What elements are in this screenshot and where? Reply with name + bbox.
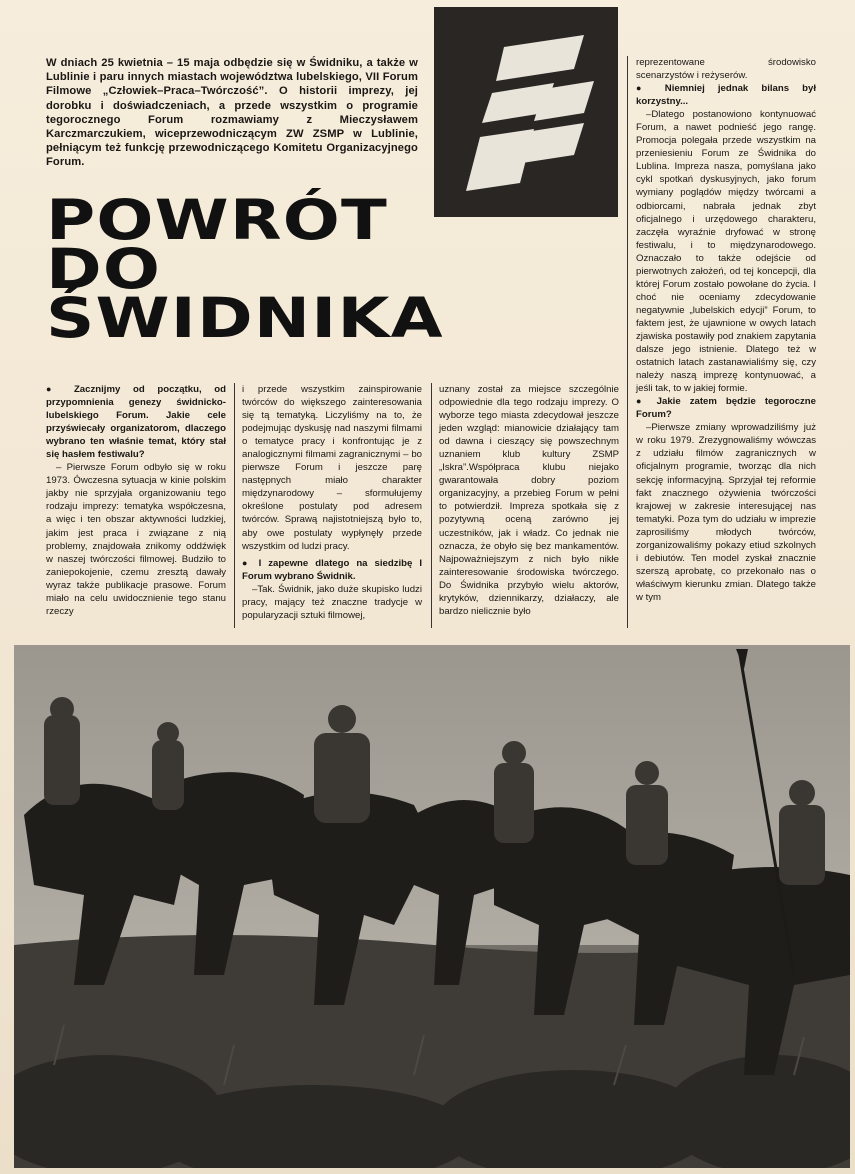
answer-3: –Dlatego postanowiono kontynuować Forum, a nawet podnieść jego rangę. Promocja polegała przede wszystkim na przeniesieniu Forum ze Świdnika do Lublina. Impreza nasza, pomyślana jako cykl spotkań dyskusyjnych, jako forum wymiany poglądów między twórcami a odbiorcami, nabrała jednak zbyt oficjalnego i urzędowego charakteru, zaczęła wyraźnie dryfować w stronę festiwalu, i to międzynarodowego. Oznaczało to także odejście od pierwotnych założeń, od tej koncepcji, dla której Forum zostało powołane do życia. I choć nie oceniamy zdecydowanie negatywnie „lubelskich edycji” Forum, to faktem jest, że ujawnione w owych latach zjawiska postawiły pod znakiem zapytania dalsze jego istnienie. Dlatego też w ostatnich latach zastanawialiśmy się, czy należy naszą imprezę kontynuować, a jeśli tak, to w jakiej formie.	[636, 109, 816, 395]
title-line-2: DO	[46, 237, 162, 301]
answer-1: – Pierwsze Forum odbyło się w roku 1973. Ówczesna sytuacja w kinie polskim jakby nie sprzyjała organizowaniu tego rodzaju imprezy: tematyka współczesna, a więc i ten obszar aktywności ludzkiej, jakim jest praca i związane z nią problemy, znajdowała znikomy oddźwięk w naszej twórczości filmowej. Budziło to zaniepokojenie, czemu zresztą dawały wyraz także publikacje prasowe. Forum miało na celu uwidocznienie tego stanu rzeczy	[46, 462, 226, 617]
cavalry-photo	[14, 645, 850, 1168]
text-column-4	[636, 56, 816, 604]
question-2: ● I zapewne dlatego na siedzibę I Forum wybrano Świdnik.	[242, 557, 422, 583]
title-line-1: POWRÓT	[46, 188, 389, 252]
lead-paragraph: W dniach 25 kwietnia – 15 maja odbędzie się w Świdniku, a także w Lublinie i paru innych miastach województwa lubelskiego, VII Forum Filmowe „Człowiek–Praca–Twórczość”. O historii imprezy, jej dorobku i doświadczeniach, a przede wszystkim o programie tegorocznego Forum rozmawiamy z Mieczysławem Karczmarczukiem, wiceprzewodniczącym ZW ZSMP w Lublinie, pełniącym też funkcję przewodniczącego Komitetu Organizacyjnego Forum.	[46, 57, 418, 169]
column-divider	[431, 383, 432, 628]
forum-logo	[434, 7, 618, 217]
answer-2-continued: uznany został za miejsce szczególnie odpowiednie dla tego rodzaju imprezy. O wyborze tego miasta zdecydował jeszcze jeden wzgląd: mianowicie działający tam od dawna i cieszący się powszechnym uznaniem klub kultury ZSMP „Iskra”.Współpraca klubu niejako gwarantowała dobry poziom organizacyjny, a przebieg Forum w pełni to potwierdził. Impreza spotkała się z pozytywną oceną zarówno jej uczestników, jak i władz. Co jednak nie oznacza, że obyło się bez mankamentów. Najpoważniejszym z nich było nikłe zainteresowanie środowiska twórczego. Do Świdnika przybyło wielu aktorów, krytyków, dziennikarzy, działaczy, ale bardzo nielicznie było	[439, 384, 619, 617]
answer-2-end: reprezentowane środowisko scenarzystów i reżyserów.	[636, 57, 816, 82]
text-column-3	[439, 383, 619, 618]
answer-2: –Tak. Świdnik, jako duże skupisko ludzi pracy, mający też znaczne tradycje w popularyzacji sztuki filmowej,	[242, 583, 422, 621]
text-column-2	[242, 383, 422, 622]
question-4: ● Jakie zatem będzie tegoroczne Forum?	[636, 395, 816, 421]
column-divider	[627, 56, 628, 628]
question-1: ● Zacznijmy od początku, od przypomnienia genezy świdnicko-lubelskiego Forum. Jakie cele przyświecały organizatorom, dlaczego wybrano ten właśnie temat, który stał się hasłem festiwalu?	[46, 383, 226, 461]
answer-4: –Pierwsze zmiany wprowadziliśmy już w roku 1979. Zrezygnowaliśmy wówczas z udziału filmów zagranicznych w oficjalnym programie, tworząc dla nich sekcję informacyjną. Sprzyjał tej reformie fakt znacznego ożywienia twórczości krajowej w zakresie interesującej nas tematyki. Poza tym do udziału w imprezie zaprosiliśmy młodych twórców, zorganizowaliśmy pokazy etiud szkolnych i debiutów. Ten model zyskał znacznie szerszą aprobatę, co przekonało nas o właściwym kierunku zmian. Dlatego także w tym	[636, 422, 816, 603]
question-3: ● Niemniej jednak bilans był korzystny...	[636, 82, 816, 108]
answer-1-continued: i przede wszystkim zainspirowanie twórców do większego zainteresowania się tą tematyką. Liczyliśmy na to, że podejmując dyskusję nad naszymi filmami o tematyce pracy i konfrontując je z analogicznymi filmami zagranicznymi – bo pierwsze Forum i jeszcze parę następnych miało charakter międzynarodowy – sformułujemy określone postulaty pod adresem twórców. Sprawą najistotniejszą było to, aby owe postulaty wypłynęły przede wszystkim od ludzi pracy.	[242, 384, 422, 552]
column-divider	[234, 383, 235, 628]
forum-logo-icon	[434, 7, 618, 217]
title-line-3: ŚWIDNIKA	[46, 286, 444, 350]
article-title	[46, 188, 583, 350]
text-column-1	[46, 383, 226, 618]
cavalry-photo-illustration	[14, 645, 850, 1168]
